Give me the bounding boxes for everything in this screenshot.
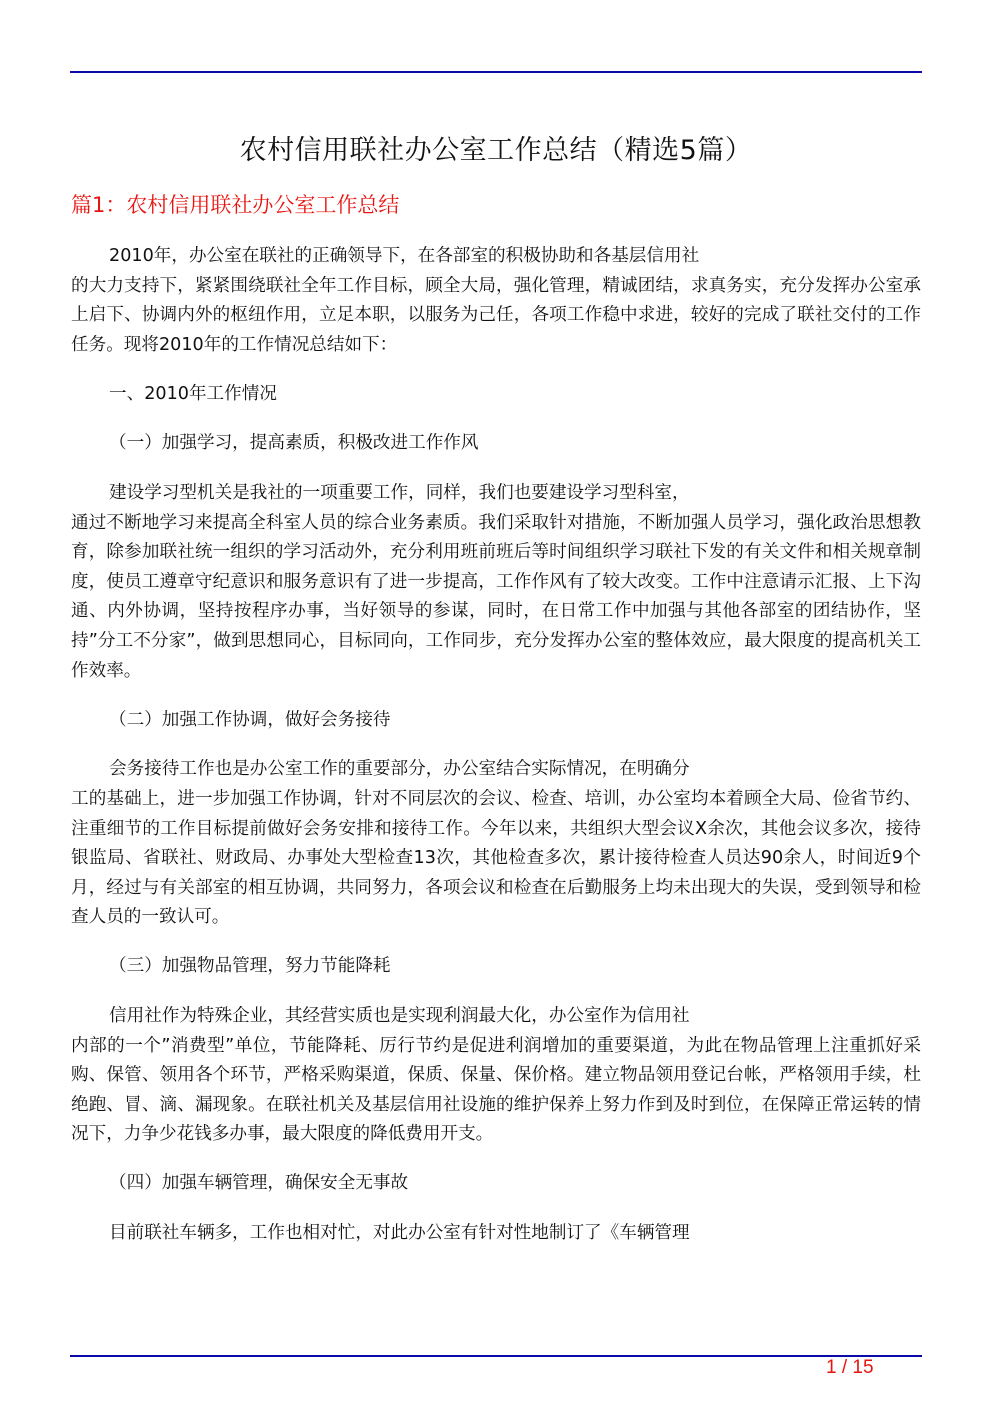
page-indicator: 1 / 15: [826, 1357, 874, 1378]
paragraph-first-line: 会务接待工作也是办公室工作的重要部分，办公室结合实际情况，在明确分: [109, 759, 690, 780]
subheading: （三）加强物品管理，努力节能降耗: [109, 956, 391, 977]
document-body: [71, 242, 921, 1268]
subheading: （一）加强学习，提高素质，积极改进工作作风: [109, 433, 479, 454]
document-title: 农村信用联社办公室工作总结（精选5篇）: [239, 135, 753, 166]
paragraph-first-line: 建设学习型机关是我社的一项重要工作，同样，我们也要建设学习型科室，: [109, 483, 690, 504]
paragraph: [71, 242, 921, 360]
paragraph-body: 内部的一个”消费型”单位，节能降耗、厉行节约是促进利润增加的重要渠道，为此在物品管理上注重抓好采购、保管、领用各个环节，严格采购渠道，保质、保量、保价格。建立物品领用登记台帐，严格领用手续，杜绝跑、冒、滴、漏现象。在联社机关及基层信用社设施的维护保养上努力作到及时到位，在保障正常运转的情况下，力争少花钱多办事，最大限度的降低费用开支。: [71, 1035, 921, 1145]
paragraph-first-line: 2010年，办公室在联社的正确领导下，在各部室的积极协助和各基层信用社: [109, 246, 700, 266]
subheading: （四）加强车辆管理，确保安全无事故: [109, 1173, 409, 1194]
subheading: 一、2010年工作情况: [109, 383, 277, 404]
paragraph: [71, 1219, 921, 1249]
section-heading: 篇1：农村信用联社办公室工作总结: [71, 193, 400, 217]
header-rule: [70, 71, 922, 73]
paragraph: [71, 1002, 921, 1150]
paragraph-body: 通过不断地学习来提高全科室人员的综合业务素质。我们采取针对措施，不断加强人员学习，强化政治思想教育，除参加联社统一组织的学习活动外，充分利用班前班后等时间组织学习联社下发的有关文件和相关规章制度，使员工遵章守纪意识和服务意识有了进一步提高，工作作风有了较大改变。工作中注意请示汇报、上下沟通、内外协调，坚持按程序办事，当好领导的参谋，同时，在日常工作中加强与其他各部室的团结协作，坚持”分工不分家”，做到思想同心，目标同向，工作同步，充分发挥办公室的整体效应，最大限度的提高机关工作效率。: [71, 512, 921, 681]
paragraph-body: 的大力支持下，紧紧围绕联社全年工作目标，顾全大局，强化管理，精诚团结，求真务实，充分发挥办公室承上启下、协调内外的枢纽作用，立足本职，以服务为己任，各项工作稳中求进，较好的完成了联社交付的工作任务。现将2010年的工作情况总结如下：: [71, 275, 921, 355]
footer-rule: [70, 1355, 922, 1357]
paragraph-first-line: 信用社作为特殊企业，其经营实质也是实现利润最大化，办公室作为信用社: [109, 1005, 690, 1026]
subheading: （二）加强工作协调，做好会务接待: [109, 709, 391, 730]
paragraph-body: 工的基础上，进一步加强工作协调，针对不同层次的会议、检查、培训，办公室均本着顾全大局、俭省节约、注重细节的工作目标提前做好会务安排和接待工作。今年以来，共组织大型会议X余次，其他会议多次，接待银监局、省联社、财政局、办事处大型检查13次，其他检查多次，累计接待检查人员达90余人，时间近9个月，经过与有关部室的相互协调，共同努力，各项会议和检查在后勤服务上均未出现大的失误，受到领导和检查人员的一致认可。: [71, 788, 921, 928]
paragraph-first-line: 目前联社车辆多，工作也相对忙，对此办公室有针对性地制订了《车辆管理: [109, 1223, 690, 1244]
paragraph: [71, 479, 921, 686]
paragraph: [71, 755, 921, 933]
